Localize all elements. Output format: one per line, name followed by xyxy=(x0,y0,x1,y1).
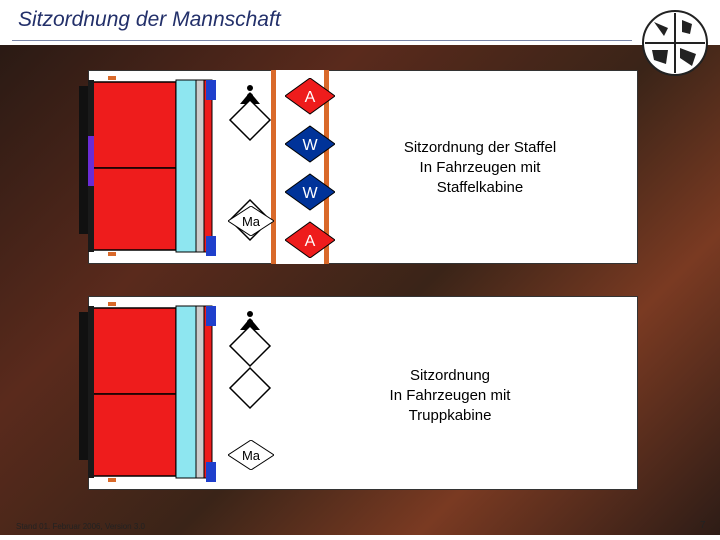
trupp-marker-blue-bottom xyxy=(206,462,216,482)
svg-text:A: A xyxy=(304,233,316,250)
trupp-window-strip xyxy=(176,306,196,478)
cab-divider xyxy=(196,80,204,252)
trupp-driver-seat xyxy=(228,440,274,470)
svg-text:A: A xyxy=(304,89,316,106)
front-axle xyxy=(79,86,88,234)
rear-axle xyxy=(79,312,88,460)
trupp-marker-bottom xyxy=(108,478,116,482)
svg-text:Ma: Ma xyxy=(241,448,261,463)
seat-diamond-icon xyxy=(230,326,270,366)
trupp-description-line-2: In Fahrzeugen mit xyxy=(389,387,511,404)
marker-top xyxy=(108,76,116,80)
staffel-seats xyxy=(285,78,335,258)
staffel-description-line-2: In Fahrzeugen mit xyxy=(419,159,541,176)
rear-edge xyxy=(204,80,212,252)
trupp-side-bar xyxy=(88,306,94,478)
page-number: 7 xyxy=(700,520,706,531)
bench-seat-front-upper xyxy=(92,82,176,168)
svg-text:W: W xyxy=(302,137,318,154)
svg-text:W: W xyxy=(302,185,318,202)
seat-W-lower xyxy=(285,174,335,210)
trupp-rear-edge xyxy=(204,306,212,478)
trupp-description-line-1: Sitzordnung xyxy=(409,367,491,384)
fire-brigade-logo-icon xyxy=(640,8,710,78)
seat-A-top xyxy=(285,78,335,114)
trupp-description-line-3: Truppkabine xyxy=(408,407,492,424)
seat-diamond-icon xyxy=(230,100,270,140)
cab-window-strip xyxy=(176,80,196,252)
side-bar-highlight xyxy=(88,136,94,186)
title-divider xyxy=(12,40,632,41)
trupp-marker-blue-top xyxy=(206,306,216,326)
marker-blue-top xyxy=(206,80,216,100)
seat-diamond-icon xyxy=(230,368,270,408)
page-title: Sitzordnung der Mannschaft xyxy=(18,8,281,31)
trupp-description xyxy=(335,366,565,426)
trupp-marker-top xyxy=(108,302,116,306)
trupp-divider xyxy=(196,306,204,478)
seat-W-upper xyxy=(285,126,335,162)
trupp-bench-upper xyxy=(92,308,176,394)
staffel-description-line-3: Staffelkabine xyxy=(436,179,524,196)
staffel-description-line-1: Sitzordnung der Staffel xyxy=(403,139,557,156)
trupp-bench-lower xyxy=(92,394,176,476)
bench-seat-front-lower xyxy=(92,168,176,250)
svg-text:Ma: Ma xyxy=(241,214,261,229)
marker-blue-bottom xyxy=(206,236,216,256)
seat-A-bottom xyxy=(285,222,335,258)
footer-version: Stand 01. Februar 2006, Version 3.0 xyxy=(16,522,145,531)
marker-bottom xyxy=(108,252,116,256)
staffel-description xyxy=(365,138,595,198)
staffel-driver-seat xyxy=(228,206,274,236)
